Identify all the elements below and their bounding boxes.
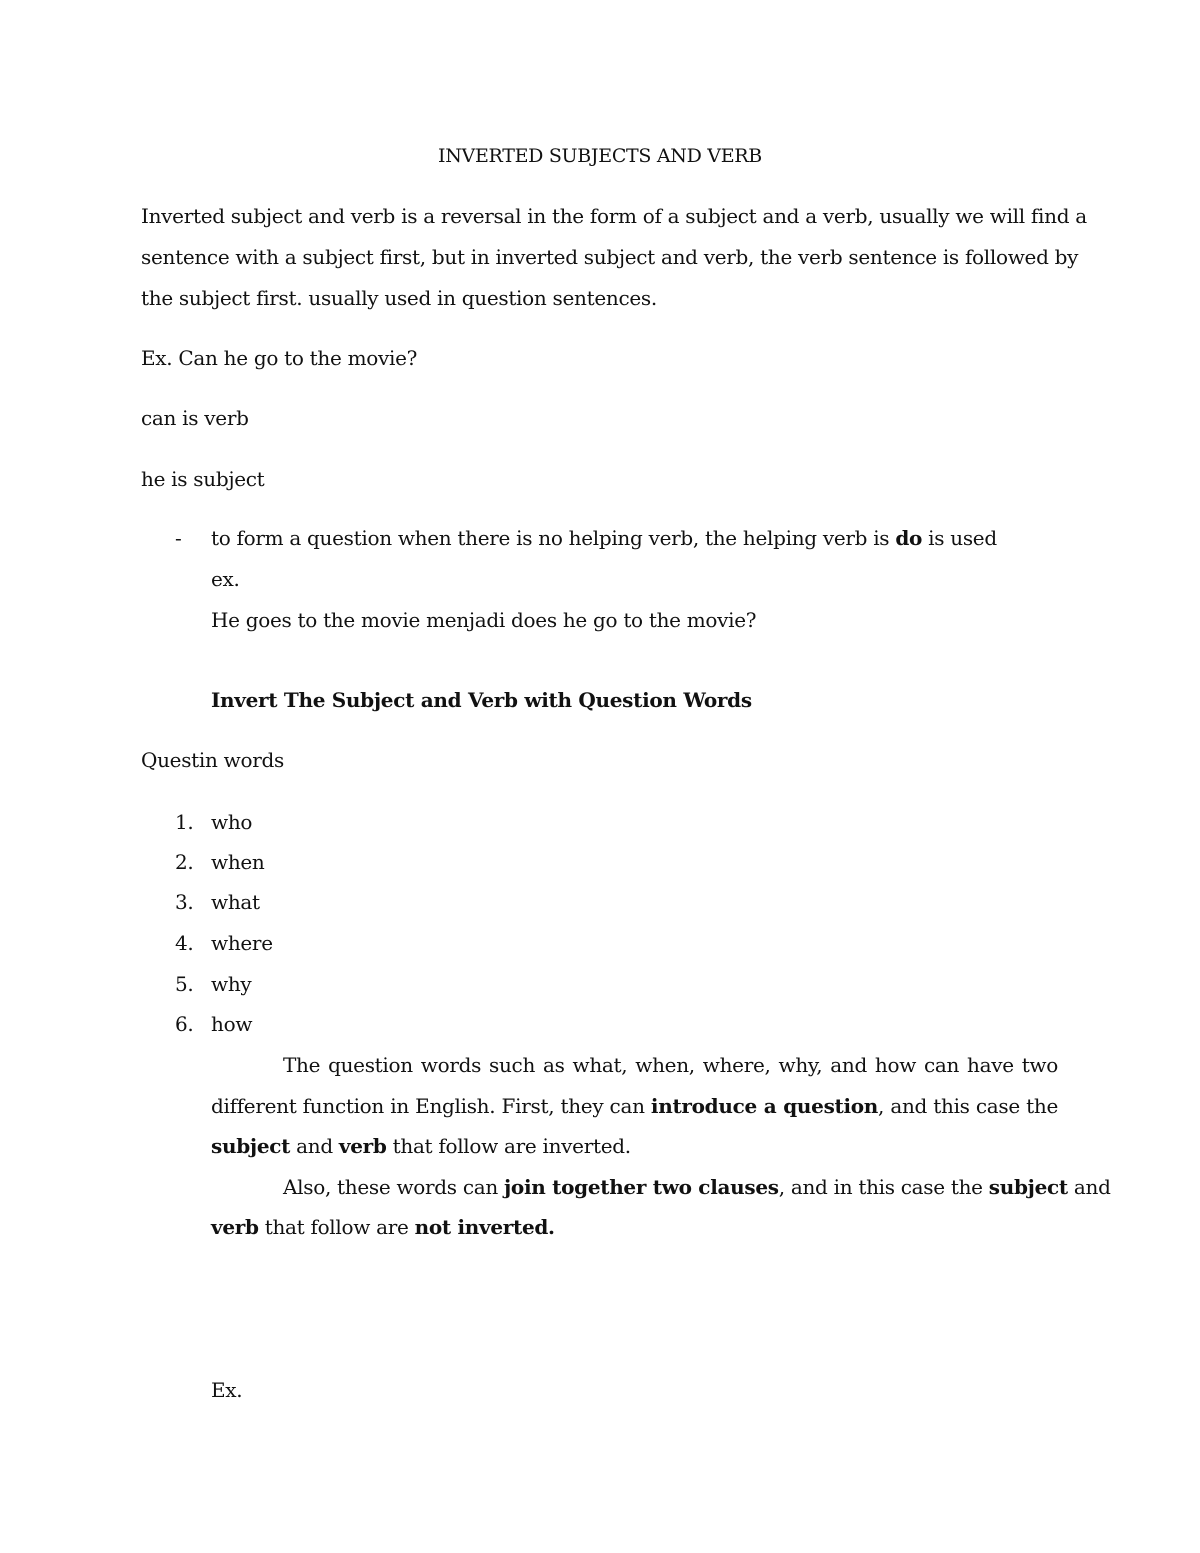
para2-bold-join-clauses: join together two clauses xyxy=(503,1175,779,1199)
para1-line-2-end: , and this case the xyxy=(878,1094,1058,1118)
para1-bold-verb: verb xyxy=(338,1134,387,1158)
para2-bold-not-inverted: not inverted. xyxy=(414,1215,555,1239)
list-item-number: 3. xyxy=(175,890,194,914)
para1-line-2-start: different function in English. First, they can xyxy=(211,1094,651,1118)
intro-line-2: sentence with a subject first, but in inverted subject and verb, the verb sentence is followed by xyxy=(141,245,1079,269)
list-item-word: who xyxy=(211,810,253,834)
para1-bold-introduce-question: introduce a question xyxy=(650,1094,879,1118)
para1-line-2 xyxy=(211,1094,1058,1118)
bullet-marker: - xyxy=(175,526,182,550)
list-item-word: why xyxy=(211,972,252,996)
para2-start: Also, these words can xyxy=(283,1175,504,1199)
section-heading: Invert The Subject and Verb with Question Words xyxy=(211,688,752,712)
para1-line-3-end: that follow are inverted. xyxy=(386,1134,631,1158)
example-sentence: Ex. Can he go to the movie? xyxy=(141,346,418,370)
para2-and: and xyxy=(1067,1175,1111,1199)
list-item-word: how xyxy=(211,1012,253,1036)
para1-line-1: The question words such as what, when, where, why, and how can have two xyxy=(283,1053,1058,1077)
para2-bold-verb: verb xyxy=(211,1215,259,1239)
para2-bold-subject: subject xyxy=(988,1175,1068,1199)
document-title: INVERTED SUBJECTS AND VERB xyxy=(438,145,762,167)
bullet-text xyxy=(211,526,997,550)
bullet-ex-label: ex. xyxy=(211,567,240,591)
subject-note: he is subject xyxy=(141,467,265,491)
intro-line-1: Inverted subject and verb is a reversal in the form of a subject and a verb, usually we will find a xyxy=(141,204,1087,228)
list-item-word: where xyxy=(211,931,273,955)
list-item-number: 6. xyxy=(175,1012,194,1036)
list-item-number: 1. xyxy=(175,810,194,834)
intro-line-3: the subject first. usually used in question sentences. xyxy=(141,286,657,310)
para1-and: and xyxy=(290,1134,339,1158)
para2-follow: that follow are xyxy=(258,1215,415,1239)
list-item-number: 2. xyxy=(175,850,194,874)
para1-line-3 xyxy=(211,1134,631,1158)
list-item-number: 5. xyxy=(175,972,194,996)
para1-bold-subject: subject xyxy=(211,1134,291,1158)
bullet-text-before: to form a question when there is no helping verb, the helping verb is xyxy=(211,526,896,550)
para2-line-2 xyxy=(211,1215,555,1239)
para2-line-1 xyxy=(283,1175,1111,1199)
bullet-text-after: is used xyxy=(922,526,997,550)
bullet-bold-do: do xyxy=(895,526,923,550)
list-item-word: when xyxy=(211,850,265,874)
list-item-number: 4. xyxy=(175,931,194,955)
bullet-ex-sentence: He goes to the movie menjadi does he go to the movie? xyxy=(211,608,757,632)
list-item-word: what xyxy=(211,890,260,914)
verb-note: can is verb xyxy=(141,406,249,430)
final-example-label: Ex. xyxy=(211,1378,243,1402)
para2-middle: , and in this case the xyxy=(778,1175,989,1199)
question-words-label: Questin words xyxy=(141,748,284,772)
